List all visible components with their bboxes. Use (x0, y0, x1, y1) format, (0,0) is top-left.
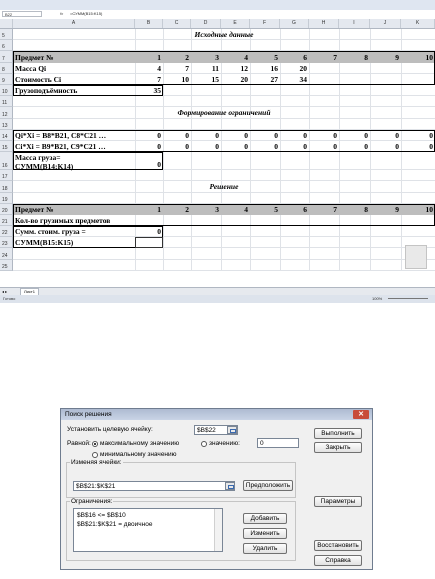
cell-value[interactable]: 35 (153, 86, 161, 96)
cell-value[interactable]: 0 (395, 131, 399, 140)
zoom-level[interactable]: 100% (372, 296, 383, 301)
cell-value[interactable]: 6 (303, 205, 307, 214)
target-cell-input[interactable]: $B$22 (194, 425, 238, 435)
cell-value[interactable]: 5 (274, 205, 278, 214)
list-item[interactable]: $B$16 <= $B$10 (77, 512, 126, 519)
gridline (13, 270, 435, 271)
cell-picker-icon[interactable] (227, 426, 237, 434)
cell-value[interactable]: 12 (240, 63, 248, 73)
cell-value[interactable]: 8 (364, 205, 368, 214)
cell-value[interactable]: 0 (274, 131, 278, 140)
cell-value[interactable]: 0 (244, 131, 248, 140)
row-header[interactable]: 21 (0, 215, 13, 226)
column-header[interactable]: E (221, 19, 250, 28)
cell-value[interactable]: 3 (215, 205, 219, 214)
fx-icon[interactable]: fx (60, 11, 64, 16)
cell-value[interactable]: 0 (303, 142, 307, 152)
gridline (13, 39, 435, 40)
column-header[interactable]: K (401, 19, 435, 28)
tab-nav-icon[interactable]: ◂ ▸ (2, 289, 8, 294)
cell-value[interactable]: 2 (185, 205, 189, 214)
select-all-corner[interactable] (0, 19, 13, 28)
cell-value[interactable]: 6 (303, 52, 307, 62)
cell-value[interactable]: 15 (211, 75, 219, 84)
column-header[interactable]: B (135, 19, 163, 28)
column-header[interactable]: H (309, 19, 339, 28)
cell-value[interactable]: 20 (240, 75, 248, 84)
cell-value[interactable]: 10 (425, 52, 433, 62)
cell-value[interactable]: 0 (244, 142, 248, 152)
close-icon[interactable]: ✕ (353, 410, 369, 419)
list-scrollbar[interactable] (214, 509, 222, 551)
delete-button[interactable]: Удалить (243, 543, 287, 554)
radio-min[interactable] (92, 452, 98, 458)
row-header[interactable]: 19 (0, 193, 13, 204)
row-header[interactable]: 10 (0, 85, 13, 96)
radio-min-label: минимальному значению (100, 451, 177, 458)
cell-value[interactable]: 0 (333, 142, 337, 152)
column-header[interactable]: A (13, 19, 135, 28)
cell-value[interactable]: 27 (270, 75, 278, 84)
options-button[interactable]: Параметры (314, 496, 362, 507)
gridline (13, 180, 435, 181)
cell-value[interactable]: 3 (215, 52, 219, 62)
cell-value[interactable]: 0 (429, 142, 433, 152)
row-header[interactable]: 13 (0, 119, 13, 130)
row-header[interactable]: 6 (0, 40, 13, 51)
guess-button[interactable]: Предположить (243, 480, 293, 491)
cell-value[interactable]: 1 (157, 205, 161, 214)
equal-label: Равной: (67, 440, 91, 447)
add-button[interactable]: Добавить (243, 513, 287, 524)
column-header[interactable]: D (191, 19, 221, 28)
cell-value[interactable]: 10 (181, 75, 189, 84)
section-title: Решение (209, 182, 239, 192)
cell-value[interactable]: 0 (395, 142, 399, 152)
cell-value[interactable]: 16 (270, 63, 278, 73)
cell-value[interactable]: 20 (299, 63, 307, 73)
row-header[interactable]: 7 (0, 51, 13, 62)
cell-value[interactable]: 7 (333, 52, 337, 62)
cell-label[interactable]: Кол-во грузимых предметов (15, 216, 111, 226)
cell-value[interactable]: 9 (395, 205, 399, 214)
row-header[interactable]: 17 (0, 170, 13, 181)
cell-value[interactable]: 0 (364, 131, 368, 140)
cell-value[interactable]: 0 (215, 131, 219, 140)
changing-cells-label: Изменяя ячейки: (71, 459, 122, 466)
cell-label[interactable]: Грузоподъёмность (15, 86, 78, 96)
row-header[interactable]: 22 (0, 226, 13, 237)
cell-value[interactable]: 9 (395, 52, 399, 62)
close-button[interactable]: Закрыть (314, 442, 362, 453)
constraints-label: Ограничения: (71, 498, 113, 505)
cell-value[interactable]: 0 (157, 160, 161, 170)
cell-value[interactable]: 8 (364, 52, 368, 62)
sheet-tab[interactable]: Лист1 (20, 288, 39, 297)
row-header[interactable]: 25 (0, 260, 13, 271)
cell-label[interactable]: Предмет № (15, 205, 54, 214)
status-bar (0, 295, 435, 303)
column-header[interactable]: I (339, 19, 370, 28)
column-header[interactable]: J (370, 19, 401, 28)
row-header[interactable]: 20 (0, 204, 13, 215)
row-header[interactable]: 5 (0, 29, 13, 40)
cell-value[interactable]: 0 (364, 142, 368, 152)
solver-dialog (60, 408, 373, 570)
cell-value[interactable]: 0 (157, 131, 161, 140)
row-header[interactable]: 14 (0, 130, 13, 141)
list-item[interactable]: $B$21:$K$21 = двоичное (77, 521, 153, 528)
row-header[interactable]: 16 (0, 152, 13, 170)
cell-value[interactable]: 7 (185, 63, 189, 73)
cell-value[interactable]: 0 (333, 131, 337, 140)
value-input[interactable]: 0 (257, 438, 299, 448)
column-header[interactable]: C (163, 19, 191, 28)
cell-value[interactable]: 7 (157, 75, 161, 84)
reset-button[interactable]: Восстановить (314, 540, 362, 551)
row-header[interactable]: 15 (0, 141, 13, 152)
gridline (13, 259, 435, 260)
help-button[interactable]: Справка (314, 555, 362, 566)
radio-value-label: значению: (209, 440, 240, 447)
formula-input[interactable]: =СУММ(B15:K15) (70, 11, 103, 16)
cell-value[interactable]: 5 (274, 52, 278, 62)
ribbon-strip (0, 0, 435, 10)
gridline (13, 118, 435, 119)
cell-value[interactable]: 0 (429, 131, 433, 140)
cell-value[interactable]: 0 (274, 142, 278, 152)
cell-label[interactable]: Масса груза= (15, 153, 61, 163)
row-header[interactable]: 9 (0, 74, 13, 85)
cell-label[interactable]: СУММ(B15:K15) (15, 238, 74, 248)
row-header[interactable]: 11 (0, 96, 13, 107)
column-header[interactable]: G (280, 19, 309, 28)
radio-max-label: максимальному значению (100, 440, 180, 447)
cell-value[interactable]: 10 (425, 205, 433, 214)
cell-label[interactable]: Ci*Xi = B9*B21, C9*C21 … (15, 142, 106, 152)
cell-value[interactable]: 7 (333, 205, 337, 214)
cell-label[interactable]: Предмет № (15, 52, 54, 62)
name-box[interactable]: B22 (2, 11, 42, 17)
row-header[interactable]: 8 (0, 63, 13, 74)
floating-thumbnail (405, 245, 427, 269)
target-cell-label: Установить целевую ячейку: (67, 426, 153, 433)
row-header[interactable]: 18 (0, 181, 13, 192)
cell-label[interactable]: Qi*Xi = B8*B21, C8*C21 … (15, 131, 107, 140)
cell-value[interactable]: 0 (215, 142, 219, 152)
cell-label[interactable]: СУММ(B14:K14) (15, 161, 74, 171)
cell-label[interactable]: Масса Qi (15, 63, 47, 73)
section-title: Формирование ограничений (177, 108, 271, 118)
constraints-list[interactable] (73, 508, 223, 552)
row-header[interactable]: 23 (0, 237, 13, 248)
column-headers (0, 19, 435, 29)
radio-max[interactable] (92, 441, 98, 447)
cell-value[interactable]: 11 (211, 63, 219, 73)
gridline (13, 106, 435, 107)
status-text: Готово (3, 296, 16, 301)
cell-value[interactable]: 0 (185, 131, 189, 140)
cell-value[interactable]: 4 (244, 205, 248, 214)
dialog-title: Поиск решения (61, 409, 372, 420)
selected-cell[interactable] (135, 237, 163, 248)
solve-button[interactable]: Выполнить (314, 428, 362, 439)
column-header[interactable]: F (250, 19, 280, 28)
cell-value[interactable]: 4 (157, 63, 161, 73)
cell-label[interactable]: Стоимость Ci (15, 75, 62, 84)
cell-value[interactable]: 34 (299, 75, 307, 84)
cell-value[interactable]: 0 (157, 142, 161, 152)
cell-picker-icon-2[interactable] (225, 482, 235, 490)
row-header[interactable]: 12 (0, 107, 13, 118)
gridline (13, 192, 435, 193)
zoom-slider[interactable] (388, 298, 428, 299)
cell-value[interactable]: 2 (185, 52, 189, 62)
cell-value[interactable]: 0 (303, 131, 307, 140)
cell-value[interactable]: 0 (157, 227, 161, 237)
cell-value[interactable]: 1 (157, 52, 161, 62)
cell-value[interactable]: 4 (244, 52, 248, 62)
changing-cells-input[interactable]: $B$21:$K$21 (73, 481, 235, 491)
section-title: Исходные данные (194, 30, 254, 39)
cell-label[interactable]: Сумм. стоим. груза = (15, 227, 86, 237)
row-header[interactable]: 24 (0, 248, 13, 259)
cell-value[interactable]: 0 (185, 142, 189, 152)
change-button[interactable]: Изменить (243, 528, 287, 539)
radio-value[interactable] (201, 441, 207, 447)
